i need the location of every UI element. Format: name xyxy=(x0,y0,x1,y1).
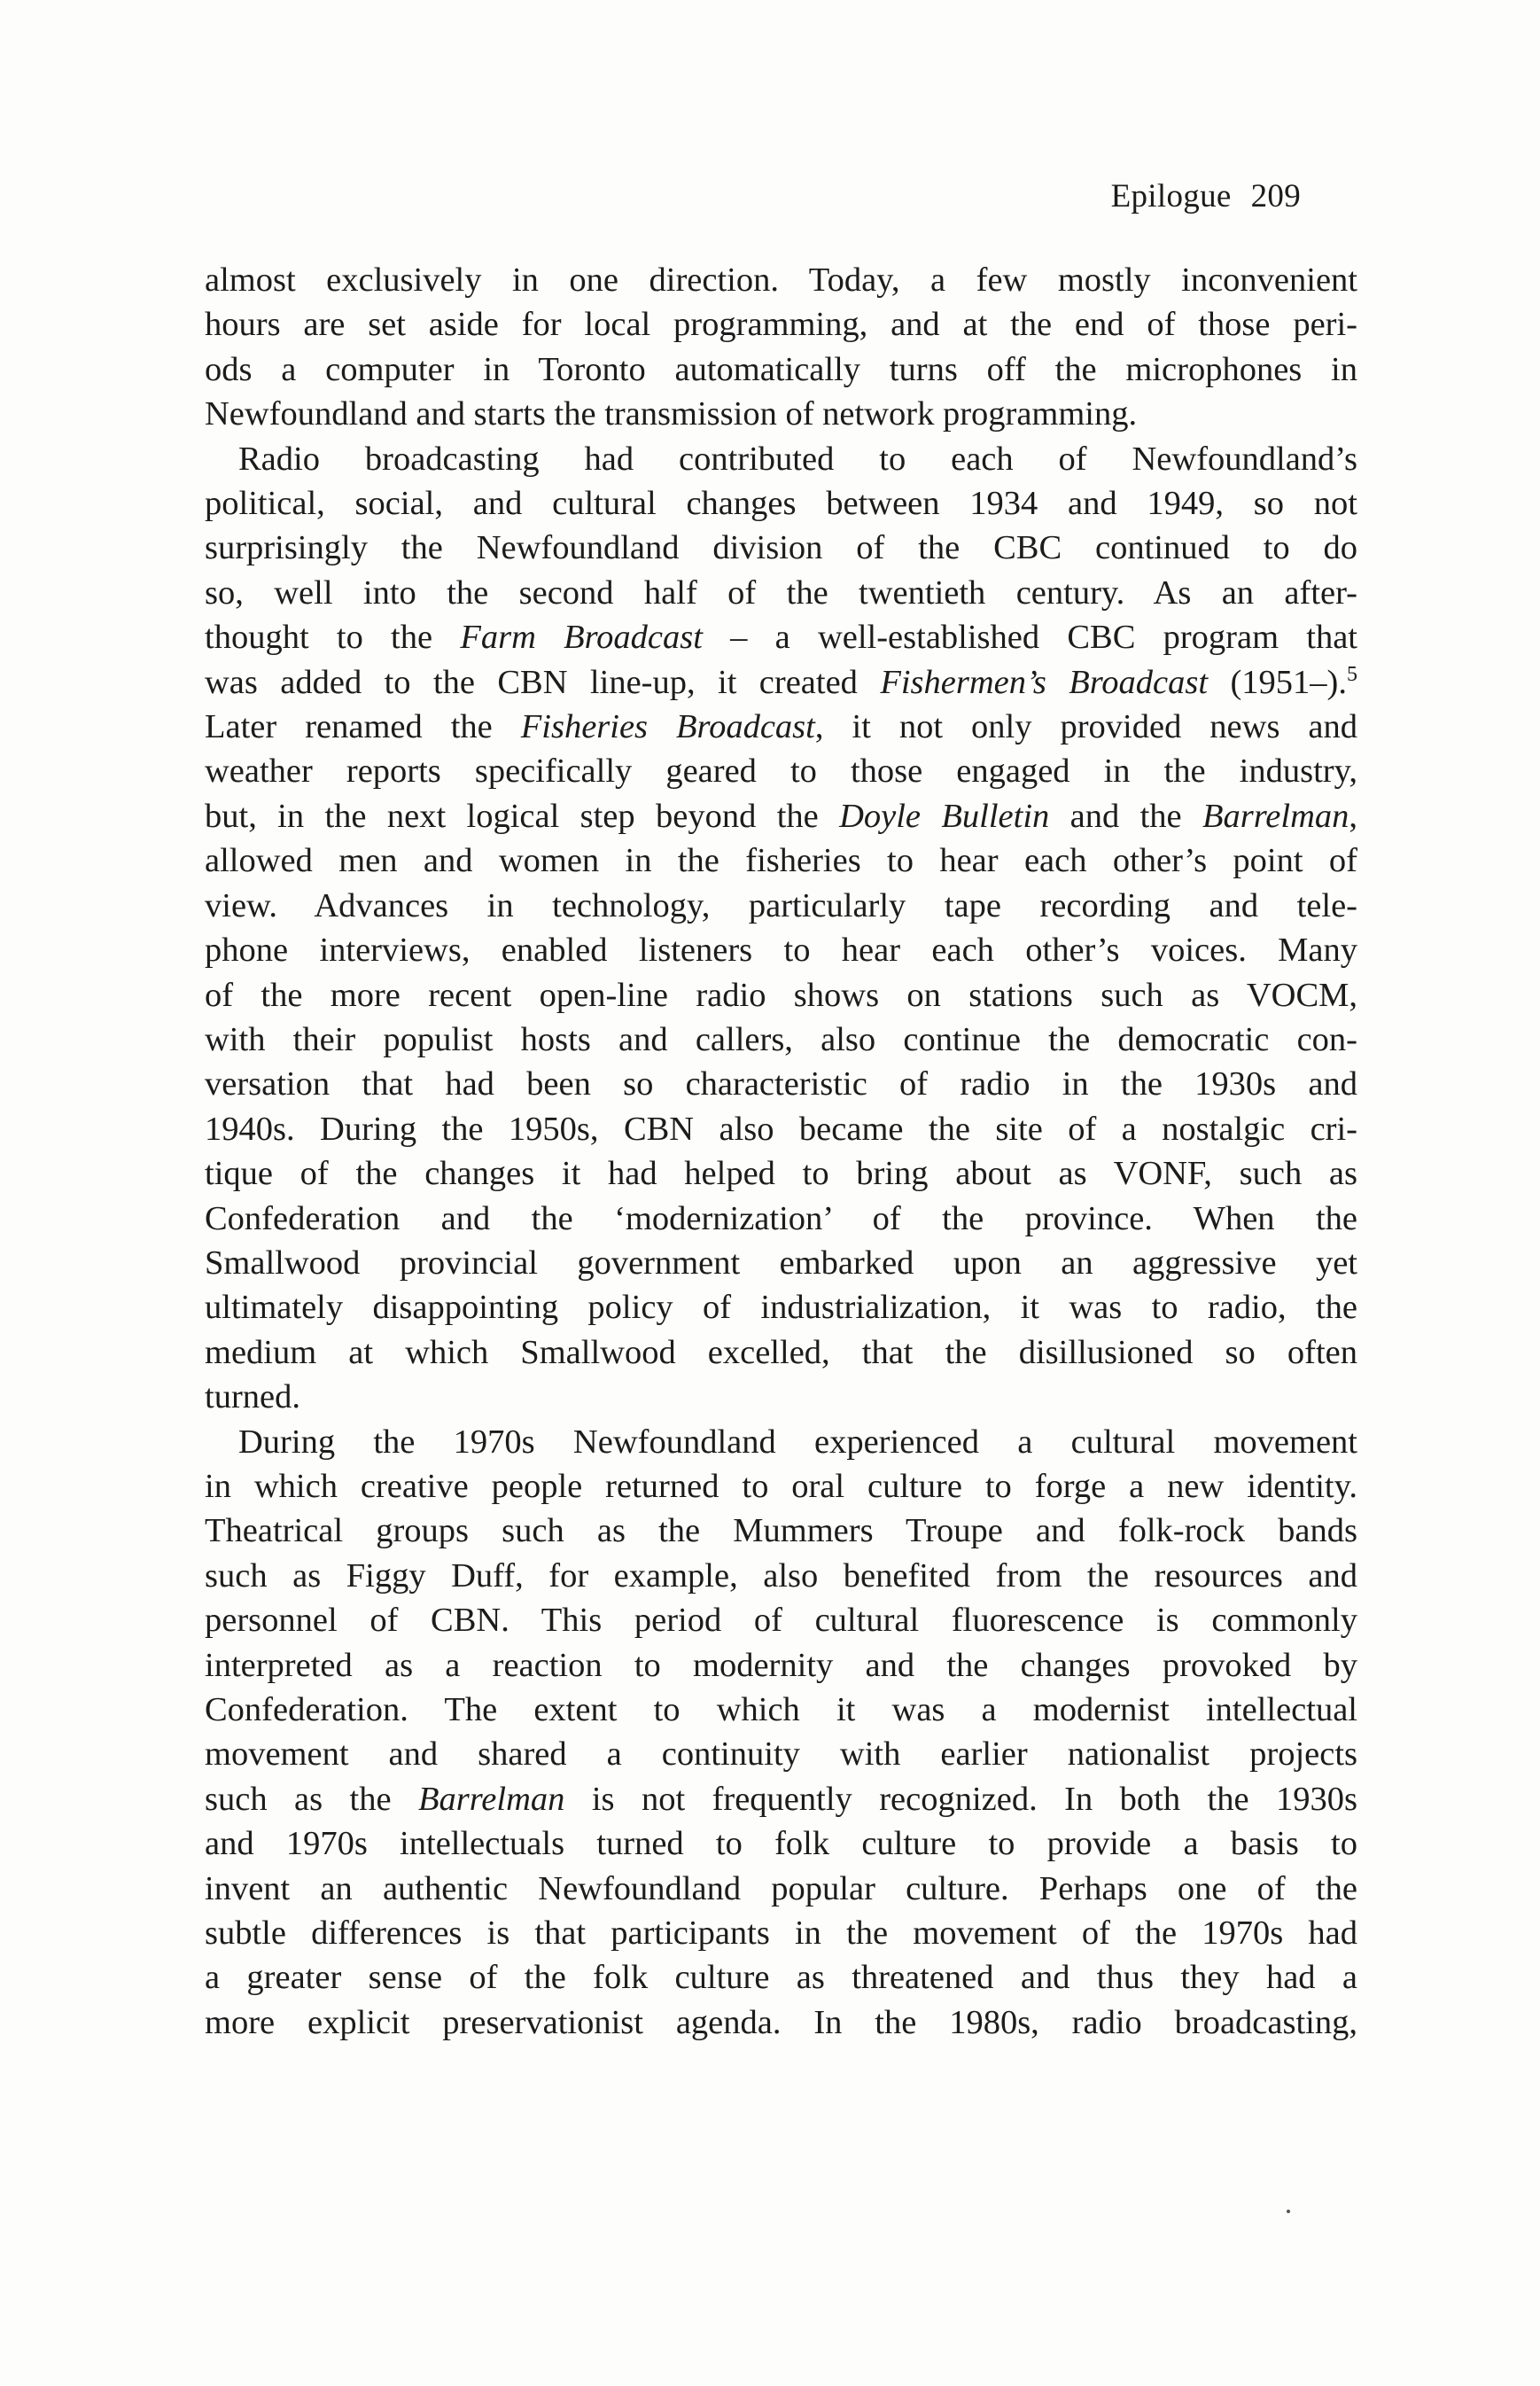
text-line: weather reports specifically geared to those engaged in the industry, xyxy=(205,752,1357,791)
text-line: personnel of CBN. This period of cultural fluorescence is commonly xyxy=(205,1602,1357,1640)
text-line: tique of the changes it had helped to bring about as VONF, such as xyxy=(205,1155,1357,1193)
text-line: allowed men and women in the fisheries to hear each other’s point of xyxy=(205,842,1357,880)
text-line: medium at which Smallwood excelled, that the disillusioned so often xyxy=(205,1333,1357,1371)
text-line: hours are set aside for local programming, and at the end of those peri- xyxy=(205,306,1357,344)
running-head xyxy=(1111,177,1301,215)
text-line: turned. xyxy=(205,1378,300,1416)
text-line: view. Advances in technology, particularly tape recording and tele- xyxy=(205,886,1357,924)
text-line: Smallwood provincial government embarked upon an aggressive yet xyxy=(205,1244,1357,1282)
text-line: versation that had been so characteristic of radio in the 1930s and xyxy=(205,1065,1357,1103)
text-line: thought to the Farm Broadcast – a well-established CBC program that xyxy=(205,619,1357,657)
text-line: such as the Barrelman is not frequently recognized. In both the 1930s xyxy=(205,1780,1357,1818)
text-line: more explicit preservationist agenda. In the 1980s, radio broadcasting, xyxy=(205,2003,1357,2041)
text-line: was added to the CBN line-up, it created Fishermen’s Broadcast (1951–).$^5$ xyxy=(205,662,1357,701)
text-line: interpreted as a reaction to modernity and the changes provoked by xyxy=(205,1646,1357,1684)
paragraph xyxy=(205,1420,1357,2046)
text-line: but, in the next logical step beyond the Doyle Bulletin and the Barrelman, xyxy=(205,797,1358,835)
running-head-title: Epilogue xyxy=(1110,178,1232,214)
text-line: and 1970s intellectuals turned to folk culture to provide a basis to xyxy=(205,1825,1357,1863)
text-line: in which creative people returned to oral culture to forge a new identity. xyxy=(205,1467,1357,1505)
text-line: so, well into the second half of the twentieth century. As an after- xyxy=(205,573,1357,612)
text-line: of the more recent open-line radio shows on stations such as VOCM, xyxy=(205,976,1357,1014)
text-line: a greater sense of the folk culture as threatened and thus they had a xyxy=(205,1959,1357,1997)
text-line: Confederation. The extent to which it was a modernist intellectual xyxy=(205,1691,1357,1728)
paragraph xyxy=(205,258,1357,437)
text-line: with their populist hosts and callers, also continue the democratic con- xyxy=(205,1020,1357,1058)
text-line: subtle differences is that participants in the movement of the 1970s had xyxy=(205,1914,1357,1953)
footnote-marker[interactable]: 5 xyxy=(1347,662,1357,686)
text-line: phone interviews, enabled listeners to hear each other’s voices. Many xyxy=(205,932,1357,970)
text-line: 1940s. During the 1950s, CBN also became the site of a nostalgic cri- xyxy=(205,1110,1357,1148)
text-line: invent an authentic Newfoundland popular culture. Perhaps one of the xyxy=(205,1869,1357,1907)
text-line: surprisingly the Newfoundland division of the CBC continued to do xyxy=(205,529,1357,567)
page-number: 209 xyxy=(1250,178,1301,214)
text-line: Radio broadcasting had contributed to each of Newfoundland’s xyxy=(238,440,1357,478)
text-line: Later renamed the Fisheries Broadcast, it not only provided news and xyxy=(205,708,1358,746)
text-line: During the 1970s Newfoundland experienced a cultural movement xyxy=(238,1423,1357,1461)
text-line: Newfoundland and starts the transmission of network programming. xyxy=(205,395,1138,433)
text-line: such as Figgy Duff, for example, also benefited from the resources and xyxy=(205,1556,1357,1595)
text-line: movement and shared a continuity with earlier nationalist projects xyxy=(205,1735,1357,1774)
text-line: Theatrical groups such as the Mummers Troupe and folk-rock bands xyxy=(205,1512,1357,1550)
paragraph xyxy=(205,437,1357,1420)
scan-speck xyxy=(1287,2210,1290,2213)
text-line: ods a computer in Toronto automatically turns off the microphones in xyxy=(205,350,1357,388)
text-line: almost exclusively in one direction. Today, a few mostly inconvenient xyxy=(205,261,1357,299)
text-line: ultimately disappointing policy of industrialization, it was to radio, the xyxy=(205,1289,1357,1327)
text-line: Confederation and the ‘modernization’ of the province. When the xyxy=(205,1199,1357,1237)
text-line: political, social, and cultural changes between 1934 and 1949, so not xyxy=(205,485,1357,523)
body-text xyxy=(205,258,1357,2045)
